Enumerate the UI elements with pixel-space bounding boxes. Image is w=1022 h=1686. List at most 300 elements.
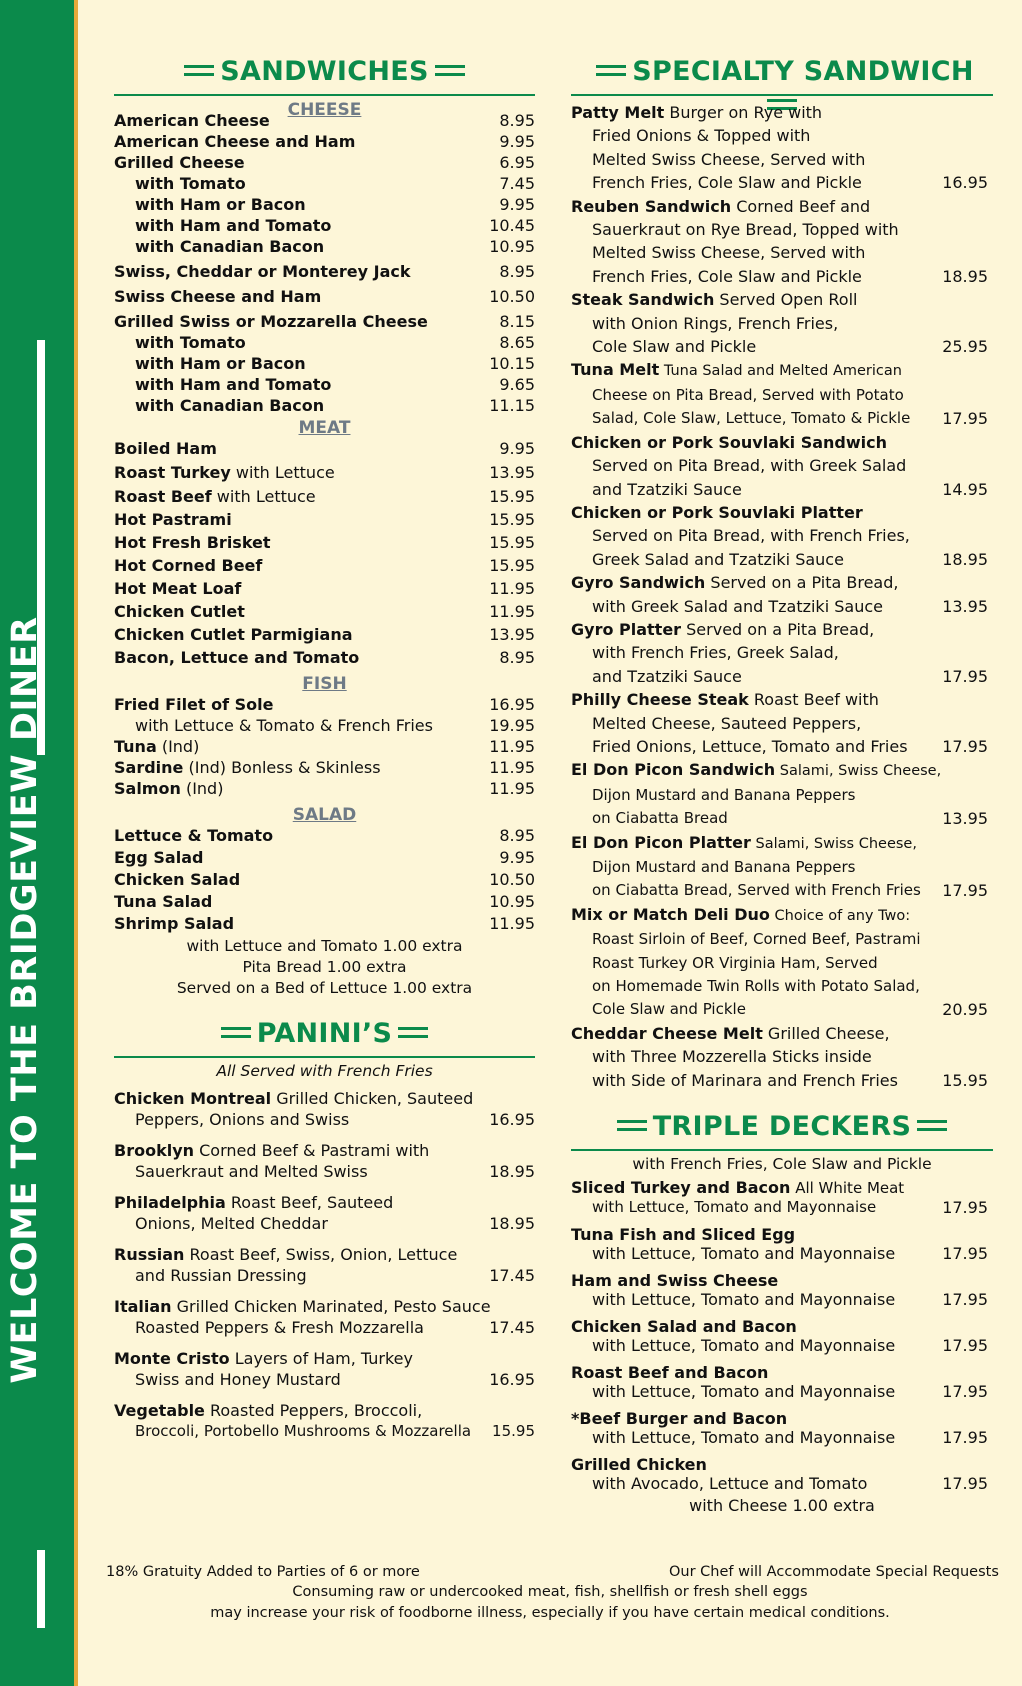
item-name: with Canadian Bacon bbox=[135, 237, 325, 256]
item-desc: Greek Salad and Tzatziki Sauce bbox=[592, 549, 844, 569]
item-name: Sardine bbox=[114, 758, 184, 777]
specialty-item-line bbox=[571, 171, 988, 194]
triple-item-line bbox=[571, 1474, 988, 1493]
triple-list bbox=[571, 1178, 993, 1493]
panini-rule bbox=[114, 1056, 535, 1058]
item-name: Hot Pastrami bbox=[114, 510, 232, 529]
menu-item-row bbox=[114, 869, 535, 890]
cheese-list bbox=[114, 100, 535, 416]
menu-item-row bbox=[114, 509, 535, 530]
panini-item-line bbox=[114, 1296, 535, 1317]
panini-item-line bbox=[114, 1088, 535, 1109]
cheese-subhead: CHEESE bbox=[287, 100, 362, 120]
sidebar-line-bottom bbox=[41, 1550, 45, 1628]
item-name: Tuna bbox=[114, 737, 157, 756]
specialty-item-line bbox=[571, 407, 988, 430]
item-price: 8.95 bbox=[499, 826, 535, 845]
item-desc: All White Meat bbox=[790, 1179, 905, 1198]
item-desc: Cheese on Pita Bread, Served with Potato bbox=[592, 385, 904, 404]
triple-item-line bbox=[571, 1198, 988, 1217]
specialty-item-line bbox=[571, 312, 988, 335]
item-price: 18.95 bbox=[489, 1162, 535, 1181]
item-name: Roast Turkey bbox=[114, 463, 231, 482]
item-price: 13.95 bbox=[489, 625, 535, 644]
specialty-item bbox=[571, 101, 988, 195]
item-desc: with Side of Marinara and French Fries bbox=[592, 1070, 898, 1090]
welcome-sidebar bbox=[0, 0, 78, 1686]
title-bars-left bbox=[184, 65, 214, 76]
item-name: Gyro Sandwich bbox=[571, 573, 706, 593]
item-name: El Don Picon Sandwich bbox=[571, 760, 776, 780]
item-price: 17.95 bbox=[942, 409, 988, 429]
item-desc: Served Open Roll bbox=[714, 290, 858, 310]
item-name: Bacon, Lettuce and Tomato bbox=[114, 648, 360, 667]
item-price: 6.95 bbox=[499, 153, 535, 172]
panini-item bbox=[114, 1140, 535, 1182]
item-desc: Burger on Rye with bbox=[664, 103, 823, 122]
item-name: Swiss Cheese and Ham bbox=[114, 287, 322, 306]
item-price: 16.95 bbox=[489, 1110, 535, 1129]
item-name: Ham and Swiss Cheese bbox=[571, 1271, 779, 1291]
panini-title-text: PANINI’S bbox=[256, 1018, 393, 1049]
item-desc: Melted Swiss Cheese, Served with bbox=[592, 149, 866, 169]
menu-item-row bbox=[114, 778, 535, 799]
item-price: 9.95 bbox=[499, 439, 535, 458]
panini-item bbox=[114, 1296, 535, 1338]
specialty-item-line bbox=[571, 124, 988, 147]
menu-item-row bbox=[114, 152, 535, 173]
item-price: 17.45 bbox=[489, 1318, 535, 1337]
item-name: Steak Sandwich bbox=[571, 290, 715, 310]
item-price: 17.95 bbox=[942, 1428, 988, 1448]
panini-title bbox=[114, 1017, 535, 1051]
specialty-item-line bbox=[571, 1022, 988, 1045]
specialty-item-line bbox=[571, 975, 988, 998]
triple-item-line bbox=[571, 1178, 988, 1198]
menu-item-row bbox=[114, 736, 535, 757]
item-price: 8.95 bbox=[499, 111, 535, 130]
item-name: Chicken Cutlet bbox=[114, 602, 245, 621]
item-desc: on Homemade Twin Rolls with Potato Salad, bbox=[592, 977, 920, 996]
item-price: 17.95 bbox=[942, 666, 988, 686]
specialty-item-line bbox=[571, 928, 988, 951]
item-desc: Grilled Chicken, Sauteed bbox=[271, 1089, 474, 1108]
triple-item-line bbox=[571, 1271, 988, 1290]
specialty-item-line bbox=[571, 665, 988, 688]
item-price: 13.95 bbox=[942, 809, 988, 829]
item-price: 8.95 bbox=[499, 648, 535, 667]
item-desc: Roast Beef, Swiss, Onion, Lettuce bbox=[184, 1245, 458, 1264]
item-name: Salmon bbox=[114, 779, 181, 798]
specialty-item bbox=[571, 431, 988, 501]
item-price: 10.15 bbox=[489, 354, 535, 373]
menu-item-row bbox=[114, 215, 535, 236]
item-price: 11.95 bbox=[489, 602, 535, 621]
menu-item-row bbox=[114, 847, 535, 868]
item-desc: Roasted Peppers & Fresh Mozzarella bbox=[135, 1318, 424, 1337]
item-desc: with Lettuce, Tomato and Mayonnaise bbox=[592, 1290, 896, 1310]
item-price: 17.95 bbox=[942, 1474, 988, 1494]
triple-item-line bbox=[571, 1225, 988, 1244]
item-desc: and Tzatziki Sauce bbox=[592, 666, 742, 686]
item-price: 20.95 bbox=[942, 1000, 988, 1020]
item-name: Reuben Sandwich bbox=[571, 196, 732, 216]
item-desc: (Ind) Bonless & Skinless bbox=[183, 758, 381, 777]
item-desc: on Ciabatta Bread bbox=[592, 809, 728, 828]
item-desc: with Onion Rings, French Fries, bbox=[592, 313, 839, 333]
item-desc: Swiss and Honey Mustard bbox=[135, 1370, 341, 1389]
specialty-item-line bbox=[571, 758, 988, 783]
item-price: 13.95 bbox=[942, 596, 988, 616]
title-bars-right bbox=[398, 1027, 428, 1038]
item-desc: Tuna Salad and Melted American bbox=[659, 363, 902, 380]
item-name: Philly Cheese Steak bbox=[571, 690, 749, 710]
item-price: 8.95 bbox=[499, 262, 535, 281]
item-desc: Melted Swiss Cheese, Served with bbox=[592, 243, 866, 263]
triple-rule bbox=[571, 1149, 993, 1151]
item-price: 10.95 bbox=[489, 237, 535, 256]
item-name: with Ham or Bacon bbox=[135, 195, 306, 214]
panini-item-line bbox=[114, 1265, 535, 1286]
item-desc: Served on a Pita Bread, bbox=[681, 619, 875, 639]
menu-item-row bbox=[114, 825, 535, 846]
specialty-item-line bbox=[571, 688, 988, 711]
item-desc: with Lettuce, Tomato and Mayonnaise bbox=[592, 1244, 896, 1264]
item-price: 14.95 bbox=[942, 479, 988, 499]
panini-item-line bbox=[114, 1213, 535, 1234]
salad-note: Served on a Bed of Lettuce 1.00 extra bbox=[176, 979, 473, 997]
menu-item-row bbox=[114, 647, 535, 668]
title-bars-right bbox=[917, 1120, 947, 1131]
panini-item-line bbox=[114, 1421, 535, 1442]
item-name: Roast Beef and Bacon bbox=[571, 1363, 769, 1383]
item-name: Hot Corned Beef bbox=[114, 556, 263, 575]
menu-item-row bbox=[114, 532, 535, 553]
specialty-title-text: SPECIALTY SANDWICH bbox=[632, 56, 974, 87]
item-name: Brooklyn bbox=[114, 1141, 195, 1160]
sandwiches-title-text: SANDWICHES bbox=[220, 56, 429, 87]
triple-item bbox=[571, 1409, 988, 1447]
specialty-item-line bbox=[571, 101, 988, 124]
specialty-item-line bbox=[571, 735, 988, 758]
item-price: 17.95 bbox=[942, 881, 988, 901]
specialty-item-line bbox=[571, 195, 988, 218]
specialty-item bbox=[571, 618, 988, 688]
item-desc: Cole Slaw and Pickle bbox=[592, 337, 757, 357]
panini-item-line bbox=[114, 1161, 535, 1182]
triple-item bbox=[571, 1271, 988, 1309]
item-desc: with Lettuce, Tomato and Mayonnaise bbox=[592, 1428, 896, 1448]
specialty-item-line bbox=[571, 903, 988, 928]
item-desc: Peppers, Onions and Swiss bbox=[135, 1110, 350, 1129]
item-desc: Roast Sirloin of Beef, Corned Beef, Pastrami bbox=[592, 930, 921, 949]
salad-notes bbox=[114, 936, 535, 999]
specialty-item-line bbox=[571, 548, 988, 571]
specialty-item-line bbox=[571, 595, 988, 618]
specialty-item-line bbox=[571, 265, 988, 288]
item-desc: with Lettuce, Tomato and Mayonnaise bbox=[592, 1382, 896, 1402]
item-price: 25.95 bbox=[942, 337, 988, 357]
menu-item-row bbox=[114, 694, 535, 715]
item-desc: Grilled Chicken Marinated, Pesto Sauce bbox=[171, 1297, 491, 1316]
item-name: Chicken or Pork Souvlaki Sandwich bbox=[571, 432, 888, 452]
item-name: Sliced Turkey and Bacon bbox=[571, 1178, 791, 1198]
item-price: 11.95 bbox=[489, 579, 535, 598]
cheese-section bbox=[114, 100, 535, 416]
item-name: with Canadian Bacon bbox=[135, 396, 325, 415]
item-desc: Corned Beef and bbox=[731, 196, 871, 216]
specialty-item bbox=[571, 831, 988, 903]
panini-item-line bbox=[114, 1369, 535, 1390]
panini-item-line bbox=[114, 1317, 535, 1338]
menu-item-row bbox=[114, 486, 535, 507]
item-name: Vegetable bbox=[114, 1401, 205, 1420]
item-name: Monte Cristo bbox=[114, 1349, 230, 1368]
item-price: 18.95 bbox=[489, 1214, 535, 1233]
triple-title bbox=[571, 1110, 993, 1144]
panini-item bbox=[114, 1244, 535, 1286]
item-name: Fried Filet of Sole bbox=[114, 695, 274, 714]
panini-item-line bbox=[114, 1400, 535, 1421]
item-price: 10.50 bbox=[489, 287, 535, 306]
meat-list bbox=[114, 438, 535, 668]
specialty-item bbox=[571, 358, 988, 430]
title-bars-right bbox=[435, 65, 465, 76]
left-column bbox=[114, 55, 535, 1452]
triple-item-line bbox=[571, 1317, 988, 1336]
item-name: with Ham and Tomato bbox=[135, 216, 332, 235]
specialty-item-line bbox=[571, 431, 988, 454]
item-price: 15.95 bbox=[489, 510, 535, 529]
item-name: Lettuce & Tomato bbox=[114, 826, 274, 845]
item-name: Gyro Platter bbox=[571, 619, 682, 639]
item-price: 17.95 bbox=[942, 1336, 988, 1356]
triple-title-text: TRIPLE DECKERS bbox=[652, 1111, 912, 1143]
item-desc: with Greek Salad and Tzatziki Sauce bbox=[592, 596, 883, 616]
specialty-item-line bbox=[571, 1045, 988, 1068]
menu-item-row bbox=[114, 913, 535, 934]
panini-item-line bbox=[114, 1244, 535, 1265]
item-price: 15.95 bbox=[489, 533, 535, 552]
menu-item-row bbox=[114, 286, 535, 307]
item-desc: Fried Onions & Topped with bbox=[592, 126, 811, 146]
specialty-item-line bbox=[571, 454, 988, 477]
panini-item bbox=[114, 1400, 535, 1442]
specialty-item-line bbox=[571, 831, 988, 856]
menu-item-row bbox=[114, 194, 535, 215]
meat-subhead: MEAT bbox=[298, 418, 351, 438]
specialty-item-line bbox=[571, 384, 988, 407]
item-price: 13.95 bbox=[489, 463, 535, 482]
specialty-item-line bbox=[571, 856, 988, 879]
menu-item-row bbox=[114, 173, 535, 194]
item-price: 17.45 bbox=[489, 1266, 535, 1285]
specialty-item-line bbox=[571, 784, 988, 807]
welcome-banner-text: WELCOME TO THE BRIDGEVIEW DINER bbox=[5, 616, 45, 1384]
menu-item-row bbox=[114, 578, 535, 599]
specialty-item bbox=[571, 758, 988, 830]
item-name: Tuna Fish and Sliced Egg bbox=[571, 1225, 796, 1245]
item-name: Boiled Ham bbox=[114, 439, 217, 458]
menu-item-row bbox=[114, 462, 535, 483]
title-bars-left bbox=[617, 1120, 647, 1131]
item-price: 17.95 bbox=[942, 736, 988, 756]
item-price: 17.95 bbox=[942, 1382, 988, 1402]
title-bars-left bbox=[221, 1027, 251, 1038]
specialty-item-line bbox=[571, 712, 988, 735]
item-name: Philadelphia bbox=[114, 1193, 226, 1212]
item-desc: Sauerkraut on Rye Bread, Topped with bbox=[592, 220, 899, 240]
item-name: Hot Fresh Brisket bbox=[114, 533, 271, 552]
menu-item-row bbox=[114, 311, 535, 332]
chef-note: Our Chef will Accommodate Special Requests bbox=[669, 1564, 999, 1580]
item-name: Chicken Montreal bbox=[114, 1089, 272, 1108]
triple-note: with Cheese 1.00 extra bbox=[689, 1496, 875, 1516]
item-name: American Cheese and Ham bbox=[114, 132, 356, 151]
specialty-item bbox=[571, 501, 988, 571]
specialty-item-line bbox=[571, 807, 988, 830]
item-price: 17.95 bbox=[942, 1290, 988, 1310]
triple-item bbox=[571, 1455, 988, 1493]
triple-item-line bbox=[571, 1409, 988, 1428]
item-desc: French Fries, Cole Slaw and Pickle bbox=[592, 173, 862, 193]
item-desc: and Tzatziki Sauce bbox=[592, 479, 742, 499]
menu-item-row bbox=[114, 236, 535, 257]
item-price: 19.95 bbox=[489, 716, 535, 735]
item-desc: and Russian Dressing bbox=[135, 1266, 307, 1285]
menu-item-row bbox=[114, 601, 535, 622]
item-name: with Ham or Bacon bbox=[135, 354, 306, 373]
item-desc: French Fries, Cole Slaw and Pickle bbox=[592, 266, 862, 286]
title-bars-left bbox=[596, 65, 626, 76]
triple-item-line bbox=[571, 1428, 988, 1447]
item-desc: Salami, Swiss Cheese, bbox=[750, 835, 917, 852]
item-desc: Cole Slaw and Pickle bbox=[592, 1000, 746, 1019]
item-price: 11.95 bbox=[489, 779, 535, 798]
item-desc: with Lettuce, Tomato and Mayonnaise bbox=[592, 1336, 896, 1356]
specialty-item bbox=[571, 1022, 988, 1092]
triple-item bbox=[571, 1317, 988, 1355]
item-name: Cheddar Cheese Melt bbox=[571, 1023, 763, 1043]
panini-item-line bbox=[114, 1348, 535, 1369]
item-desc: Layers of Ham, Turkey bbox=[229, 1349, 413, 1368]
item-desc: with Lettuce, Tomato and Mayonnaise bbox=[592, 1198, 877, 1217]
item-desc: Grilled Cheese, bbox=[762, 1023, 890, 1043]
panini-item-line bbox=[114, 1140, 535, 1161]
triple-item bbox=[571, 1225, 988, 1263]
menu-item-row bbox=[114, 261, 535, 282]
item-name: Tuna Melt bbox=[571, 360, 660, 380]
sidebar-line-bottom-2 bbox=[37, 1550, 41, 1628]
item-name: Italian bbox=[114, 1297, 172, 1316]
item-desc: with Three Mozzerella Sticks inside bbox=[592, 1047, 872, 1067]
item-price: 16.95 bbox=[489, 1370, 535, 1389]
item-desc: with Avocado, Lettuce and Tomato bbox=[592, 1474, 868, 1494]
specialty-item bbox=[571, 195, 988, 289]
salad-subhead: SALAD bbox=[292, 805, 357, 825]
menu-item-row bbox=[114, 757, 535, 778]
specialty-item-line bbox=[571, 618, 988, 641]
triple-item-line bbox=[571, 1290, 988, 1309]
specialty-title bbox=[571, 55, 993, 89]
sandwiches-title bbox=[114, 55, 535, 89]
specialty-item-line bbox=[571, 288, 988, 311]
item-price: 15.95 bbox=[942, 1070, 988, 1090]
sandwiches-rule bbox=[114, 94, 535, 96]
item-desc: Fried Onions, Lettuce, Tomato and Fries bbox=[592, 736, 908, 756]
specialty-item bbox=[571, 688, 988, 758]
menu-item-row bbox=[114, 374, 535, 395]
item-name: Mix or Match Deli Duo bbox=[571, 904, 770, 924]
triple-item-line bbox=[571, 1363, 988, 1382]
specialty-item-line bbox=[571, 571, 988, 594]
panini-item-line bbox=[114, 1192, 535, 1213]
item-desc: with Lettuce & Tomato & French Fries bbox=[135, 716, 433, 735]
item-desc: Served on a Pita Bread, bbox=[705, 573, 899, 593]
menu-item-row bbox=[114, 891, 535, 912]
item-name: Roast Beef bbox=[114, 487, 212, 506]
panini-item-line bbox=[114, 1109, 535, 1130]
item-name: Egg Salad bbox=[114, 848, 204, 867]
item-desc: Melted Cheese, Sauteed Peppers, bbox=[592, 713, 862, 733]
triple-subtitle: with French Fries, Cole Slaw and Pickle bbox=[632, 1155, 932, 1174]
item-price: 10.50 bbox=[489, 870, 535, 889]
item-price: 10.95 bbox=[489, 892, 535, 911]
specialty-item-line bbox=[571, 1069, 988, 1092]
specialty-item bbox=[571, 288, 988, 358]
right-column bbox=[571, 55, 993, 1516]
item-name: Chicken Salad and Bacon bbox=[571, 1317, 797, 1337]
specialty-item-line bbox=[571, 241, 988, 264]
item-desc: Choice of any Two: bbox=[769, 907, 911, 924]
item-desc: with Lettuce bbox=[211, 487, 316, 506]
salad-note: with Lettuce and Tomato 1.00 extra bbox=[186, 937, 463, 955]
item-price: 16.95 bbox=[942, 173, 988, 193]
item-name: with Tomato bbox=[135, 174, 246, 193]
item-desc: with Lettuce bbox=[230, 463, 335, 482]
triple-item-line bbox=[571, 1244, 988, 1263]
item-desc: Dijon Mustard and Banana Peppers bbox=[592, 785, 856, 804]
item-name: Swiss, Cheddar or Monterey Jack bbox=[114, 262, 411, 281]
item-desc: Salad, Cole Slaw, Lettuce, Tomato & Pickle bbox=[592, 409, 911, 428]
item-price: 9.95 bbox=[499, 848, 535, 867]
item-desc: Salami, Swiss Cheese, bbox=[775, 763, 942, 780]
menu-item-row bbox=[114, 353, 535, 374]
specialty-item-line bbox=[571, 148, 988, 171]
item-name: El Don Picon Platter bbox=[571, 832, 751, 852]
item-price: 18.95 bbox=[942, 549, 988, 569]
item-name: Russian bbox=[114, 1245, 185, 1264]
specialty-item-line bbox=[571, 524, 988, 547]
specialty-item-line bbox=[571, 952, 988, 975]
item-desc: Corned Beef & Pastrami with bbox=[194, 1141, 430, 1160]
item-desc: Roast Beef, Sauteed bbox=[225, 1193, 394, 1212]
item-price: 7.45 bbox=[499, 174, 535, 193]
item-price: 11.15 bbox=[489, 396, 535, 415]
triple-item-line bbox=[571, 1455, 988, 1474]
item-desc: (Ind) bbox=[156, 737, 200, 756]
menu-item-row bbox=[114, 110, 535, 131]
triple-item bbox=[571, 1178, 988, 1217]
specialty-item bbox=[571, 903, 988, 1022]
item-name: Chicken Cutlet Parmigiana bbox=[114, 625, 353, 644]
specialty-item-line bbox=[571, 218, 988, 241]
triple-item bbox=[571, 1363, 988, 1401]
item-desc: Roast Turkey OR Virginia Ham, Served bbox=[592, 953, 878, 972]
item-price: 8.15 bbox=[499, 312, 535, 331]
panini-item bbox=[114, 1088, 535, 1130]
item-price: 11.95 bbox=[489, 914, 535, 933]
